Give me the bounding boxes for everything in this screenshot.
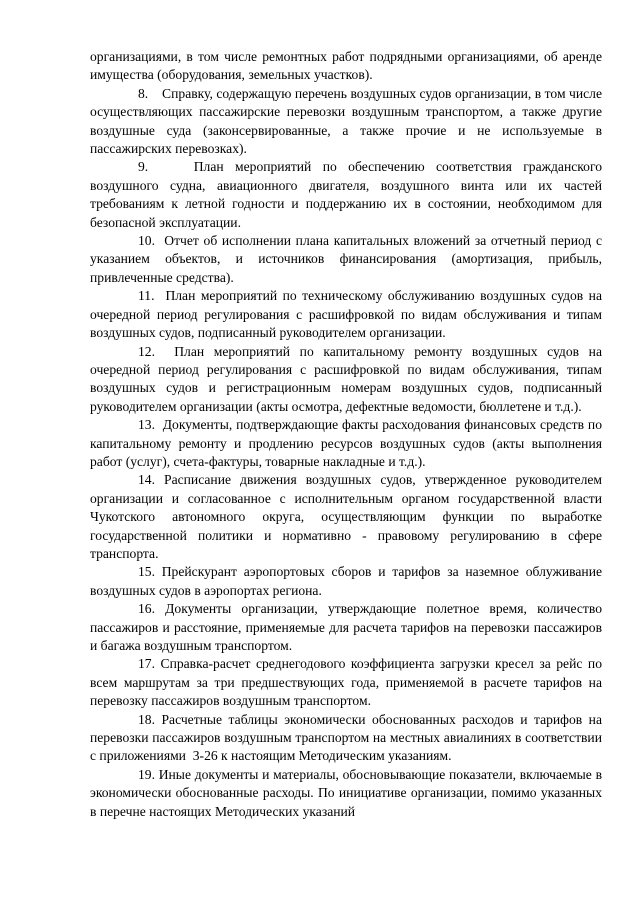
paragraph-item-8: 8. Справку, содержащую перечень воздушных судов организации, в том числе осуществляющих пассажирские перевозки воздушным транспортом, а также другие воздушные суда (законсервированные, а также прочие и не используемые в пассажирских перевозках).: [90, 85, 602, 157]
paragraph-item-16: 16. Документы организации, утверждающие полетное время, количество пассажиров и расстояние, применяемые для расчета тарифов на перевозки пассажиров и багажа воздушным транспортом.: [90, 601, 602, 653]
paragraph-item-15: 15. Прейскурант аэропортовых сборов и тарифов за наземное облуживание воздушных судов в аэропортах региона.: [90, 564, 602, 598]
paragraph-item-17: 17. Справка-расчет среднегодового коэффициента загрузки кресел за рейс по всем маршрутам за три предшествующих года, применяемой в расчете тарифов на перевозку пассажиров воздушным транспортом.: [90, 656, 602, 709]
paragraph-item-13: 13. Документы, подтверждающие факты расходования финансовых средств по капитальному ремонту и продлению ресурсов воздушных судов (акты выполнения работ (услуг), счета-фактуры, товарные накладные и т.д.).: [90, 417, 602, 469]
paragraph-item-9: 9. План мероприятий по обеспечению соответствия гражданского воздушного судна, авиационного двигателя, воздушного винта или их частей требованиям к летной годности и поддержанию их в состоянии, необходимом для безопасной эксплуатации.: [90, 159, 602, 230]
paragraph-continuation: организациями, в том числе ремонтных работ подрядными организациями, об аренде имущества (оборудования, земельных участков).: [90, 49, 602, 83]
paragraph-item-12: 12. План мероприятий по капитальному ремонту воздушных судов на очередной период регулирования с расшифровкой по видам обслуживания, типам воздушных судов и регистрационным номерам воздушных судов, подписанный руководителем организации (акты осмотра, дефектные ведомости, бюллетене и т.д.).: [90, 343, 602, 414]
paragraph-item-11: 11. План мероприятий по техническому обслуживанию воздушных судов на очередной период регулирования с расшифровкой по видам обслуживания и типам воздушных судов, подписанный руководителем организации.: [90, 288, 602, 341]
paragraph-item-10: 10. Отчет об исполнении плана капитальных вложений за отчетный период с указанием объектов, и источников финансирования (амортизация, прибыль, привлеченные средства).: [90, 233, 602, 285]
paragraph-item-14: 14. Расписание движения воздушных судов, утвержденное руководителем организации и согласованное с исполнительным органом государственной власти Чукотского автономного округа, осуществляющим функции по выработке государственной политики и нормативно - правовому регулированию в сфере транспорта.: [90, 472, 602, 561]
paragraph-item-19: 19. Иные документы и материалы, обосновывающие показатели, включаемые в экономически обоснованные расходы. По инициативе организации, помимо указанных в перечне настоящих Методических указаний: [90, 766, 602, 819]
document-body: [90, 48, 602, 821]
paragraph-item-18: 18. Расчетные таблицы экономически обоснованных расходов и тарифов на перевозки пассажиров воздушным транспортом на местных авиалиниях в соответствии с приложениями 3-26 к настоящим Методическим указаниям.: [90, 711, 602, 764]
